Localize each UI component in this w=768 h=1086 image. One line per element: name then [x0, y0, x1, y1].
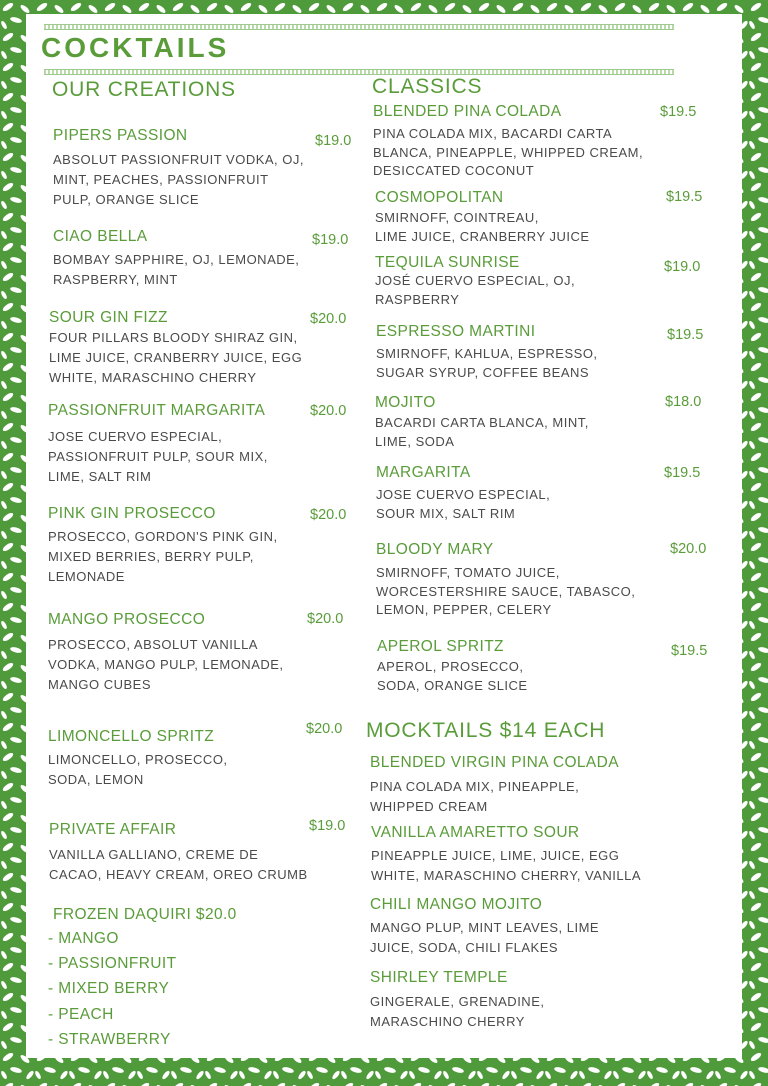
- item-price: $20.0: [310, 311, 347, 327]
- item-description: MINT, PEACHES, PASSIONFRUIT: [53, 172, 269, 187]
- item-description: LIME, SALT RIM: [48, 469, 152, 484]
- item-price: $19.5: [667, 327, 704, 343]
- mocktail-name: BLENDED VIRGIN PINA COLADA: [370, 754, 619, 771]
- item-price: $19.0: [664, 259, 701, 275]
- item-description: FOUR PILLARS BLOODY SHIRAZ GIN,: [49, 330, 298, 345]
- item-description: BOMBAY SAPPHIRE, OJ, LEMONADE,: [53, 252, 300, 267]
- item-name: LIMONCELLO SPRITZ: [48, 728, 215, 745]
- item-price: $19.0: [315, 133, 352, 149]
- item-description: SMIRNOFF, KAHLUA, ESPRESSO,: [376, 346, 598, 361]
- item-description: JOSE CUERVO ESPECIAL,: [376, 487, 551, 502]
- item-name: MANGO PROSECCO: [48, 611, 206, 628]
- item-description: RASPBERRY, MINT: [53, 272, 178, 287]
- item-description: CACAO, HEAVY CREAM, OREO CRUMB: [49, 867, 308, 882]
- mocktail-description: MARASCHINO CHERRY: [370, 1014, 525, 1029]
- item-price: $19.0: [309, 818, 346, 834]
- item-description: PULP, ORANGE SLICE: [53, 192, 200, 207]
- item-description: SUGAR SYRUP, COFFEE BEANS: [376, 364, 590, 380]
- item-name: COSMOPOLITAN: [375, 189, 504, 206]
- item-description: MANGO CUBES: [48, 677, 152, 692]
- item-description: LIMONCELLO, PROSECCO,: [48, 752, 228, 767]
- item-description: WORCESTERSHIRE SAUCE, TABASCO,: [376, 583, 636, 599]
- item-description: PASSIONFRUIT PULP, SOUR MIX,: [48, 449, 268, 464]
- item-name: TEQUILA SUNRISE: [375, 254, 520, 271]
- frozen-flavor: - PASSIONFRUIT: [48, 955, 177, 973]
- mocktail-name: SHIRLEY TEMPLE: [370, 969, 508, 986]
- item-description: DESICCATED COCONUT: [373, 163, 535, 178]
- frozen-flavor: - STRAWBERRY: [48, 1030, 171, 1048]
- item-name: SOUR GIN FIZZ: [49, 309, 168, 326]
- mocktail-description: MANGO PLUP, MINT LEAVES, LIME: [370, 920, 600, 935]
- item-description: WHITE, MARASCHINO CHERRY: [49, 370, 257, 385]
- item-description: LIME, SODA: [375, 433, 455, 449]
- item-price: $20.0: [310, 507, 347, 523]
- item-description: SOUR MIX, SALT RIM: [376, 505, 516, 521]
- item-description: LIME JUICE, CRANBERRY JUICE: [375, 228, 590, 244]
- item-description: RASPBERRY: [375, 291, 460, 307]
- mocktail-description: GINGERALE, GRENADINE,: [370, 994, 545, 1009]
- item-name: MOJITO: [375, 394, 436, 411]
- mocktail-description: WHITE, MARASCHINO CHERRY, VANILLA: [371, 868, 642, 883]
- item-price: $19.5: [664, 465, 701, 481]
- top-divider: [44, 24, 674, 30]
- frozen-flavor: - MIXED BERRY: [48, 980, 170, 998]
- item-description: BACARDI CARTA BLANCA, MINT,: [375, 415, 589, 430]
- item-price: $20.0: [306, 721, 343, 737]
- section-heading-frozen: FROZEN DAQUIRI $20.0: [53, 906, 237, 923]
- item-description: PROSECCO, ABSOLUT VANILLA: [48, 637, 258, 652]
- item-price: $20.0: [310, 403, 347, 419]
- mocktail-description: JUICE, SODA, CHILI FLAKES: [370, 940, 559, 955]
- item-name: MARGARITA: [376, 464, 471, 481]
- item-description: ABSOLUT PASSIONFRUIT VODKA, OJ,: [53, 152, 304, 167]
- item-price: $20.0: [307, 611, 344, 627]
- mocktail-description: PINA COLADA MIX, PINEAPPLE,: [370, 779, 580, 794]
- mocktail-description: PINEAPPLE JUICE, LIME, JUICE, EGG: [371, 848, 620, 863]
- section-heading-mocktails: MOCKTAILS $14 EACH: [366, 719, 606, 742]
- item-description: VANILLA GALLIANO, CREME DE: [49, 847, 259, 862]
- title-divider: [44, 69, 674, 75]
- item-description: LEMON, PEPPER, CELERY: [376, 602, 552, 617]
- item-description: JOSÉ CUERVO ESPECIAL, OJ,: [375, 273, 576, 288]
- item-description: LIME JUICE, CRANBERRY JUICE, EGG: [49, 350, 303, 365]
- item-description: SODA, ORANGE SLICE: [377, 677, 528, 693]
- frozen-flavor: - PEACH: [48, 1005, 114, 1023]
- mocktail-name: VANILLA AMARETTO SOUR: [371, 824, 580, 841]
- item-price: $19.5: [660, 104, 697, 120]
- item-price: $19.0: [312, 232, 349, 248]
- item-name: PRIVATE AFFAIR: [49, 821, 177, 838]
- item-name: BLOODY MARY: [376, 541, 494, 558]
- item-description: LEMONADE: [48, 569, 125, 584]
- item-description: SODA, LEMON: [48, 772, 144, 787]
- page-title: COCKTAILS: [41, 32, 230, 63]
- section-heading-creations: OUR CREATIONS: [52, 78, 236, 101]
- item-name: PIPERS PASSION: [53, 127, 188, 144]
- section-heading-classics: CLASSICS: [372, 75, 483, 98]
- item-description: APEROL, PROSECCO,: [377, 659, 524, 674]
- item-price: $18.0: [665, 394, 702, 410]
- item-name: PASSIONFRUIT MARGARITA: [48, 402, 266, 419]
- item-description: SMIRNOFF, COINTREAU,: [375, 210, 539, 225]
- item-description: PROSECCO, GORDON'S PINK GIN,: [48, 529, 278, 544]
- item-name: PINK GIN PROSECCO: [48, 505, 216, 522]
- item-description: JOSE CUERVO ESPECIAL,: [48, 429, 223, 444]
- item-name: CIAO BELLA: [53, 228, 148, 245]
- item-price: $19.5: [666, 189, 703, 205]
- mocktail-name: CHILI MANGO MOJITO: [370, 896, 543, 913]
- item-price: $20.0: [670, 541, 707, 557]
- item-price: $19.5: [671, 643, 708, 659]
- item-description: BLANCA, PINEAPPLE, WHIPPED CREAM,: [373, 144, 644, 160]
- item-description: VODKA, MANGO PULP, LEMONADE,: [48, 657, 284, 672]
- mocktail-description: WHIPPED CREAM: [370, 799, 488, 814]
- frozen-flavor: - MANGO: [48, 930, 119, 947]
- item-name: BLENDED PINA COLADA: [373, 103, 562, 120]
- item-name: APEROL SPRITZ: [377, 638, 504, 655]
- item-description: MIXED BERRIES, BERRY PULP,: [48, 549, 254, 564]
- item-name: ESPRESSO MARTINI: [376, 323, 536, 340]
- item-description: PINA COLADA MIX, BACARDI CARTA: [373, 126, 613, 141]
- item-description: SMIRNOFF, TOMATO JUICE,: [376, 565, 560, 580]
